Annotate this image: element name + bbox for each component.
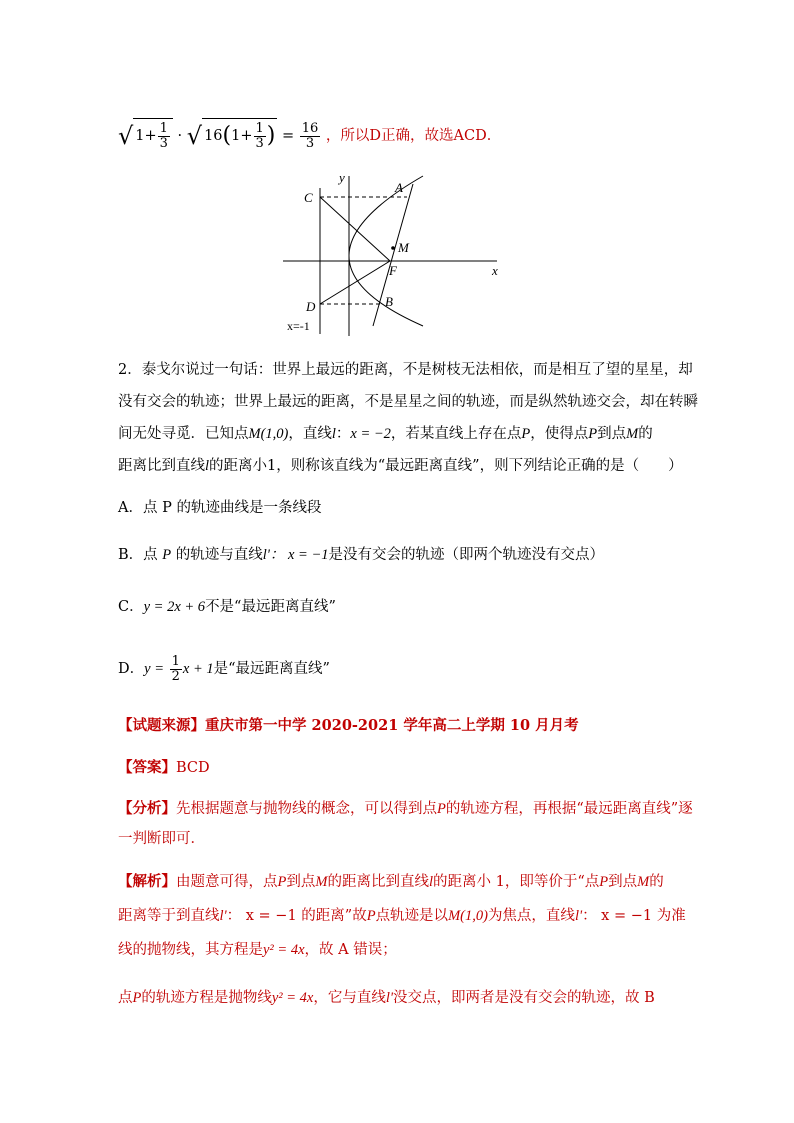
option-c: C．y = 2x + 6不是“最远距离直线” (118, 599, 336, 615)
solution-line-1: 【解析】由题意可得，点P到点M的距离比到直线l的距离小 1，即等价于“点P到点M的 (118, 873, 664, 890)
option-b: B．点 P 的轨迹与直线l'： x = −1是没有交会的轨迹（即两个轨迹没有交点） (118, 547, 605, 563)
point-m (391, 246, 395, 250)
label-c: C (304, 190, 313, 205)
analysis-line-1: 【分析】先根据题意与抛物线的概念，可以得到点P的轨迹方程，再根据“最远距离直线”逐 (118, 800, 693, 817)
label-m: M (398, 240, 409, 255)
question-line-3: 间无处寻觅．已知点M(1,0)，直线l：x = −2，若某直线上存在点P，使得点P到点M的 (118, 426, 653, 442)
label-y: y (339, 170, 345, 185)
answer-line: 【答案】BCD (118, 759, 210, 776)
segment-cf (320, 197, 390, 261)
conclusion-text: ，所以D正确，故选ACD． (325, 128, 502, 144)
solution-line-2: 距离等于到直线l'： x = −1 的距离”故P点轨迹是以M(1,0)为焦点，直线l'： x = −1 为准 (118, 908, 686, 924)
label-f: F (389, 263, 397, 278)
equals-sign: = (281, 128, 295, 144)
solution-line-3: 线的抛物线，其方程是y² = 4x，故 A 错误； (118, 942, 397, 958)
top-formula-line (118, 118, 501, 152)
label-b: B (385, 294, 393, 309)
question-line-4: 距离比到直线l的距离小1，则称该直线为“最远距离直线”，则下列结论正确的是（ ） (118, 458, 683, 474)
result-denominator: 3 (305, 135, 315, 151)
option-d: D．y = $\frac{1}{2}$ x + 1是“最远距离直线” (118, 653, 330, 684)
analysis-line-2: 一判断即可． (118, 831, 205, 847)
source-line: 【试题来源】重庆市第一中学 2020-2021 学年高二上学期 10 月月考 (118, 717, 579, 734)
solution-line-4: 点P的轨迹方程是抛物线y² = 4x，它与直线l'没交点，即两者是没有交会的轨迹，故 B (118, 990, 655, 1006)
question-line-2: 没有交会的轨迹；世界上最远的距离，不是星星之间的轨迹，而是纵然轨迹交会，却在转瞬 (118, 394, 698, 410)
label-d: D (306, 299, 316, 314)
label-a: A (395, 180, 403, 195)
result-numerator: 16 (301, 120, 319, 136)
segment-df (320, 261, 390, 304)
sqrt-expression: √ 1+ $\frac{1}{3}$ · √ 16(1+ $\frac{1}{3}$ ) = $\frac{16}{3}$ (118, 128, 326, 144)
option-a: A．点 P 的轨迹曲线是一条线段 (118, 500, 322, 516)
label-directrix: x=-1 (287, 319, 310, 333)
label-x: x (492, 263, 498, 278)
question-line-1: 2．泰戈尔说过一句话：世界上最远的距离，不是树枝无法相依，而是相互了望的星星，却 (118, 362, 693, 378)
chord-ab (373, 184, 413, 326)
parabola-figure (275, 168, 505, 338)
